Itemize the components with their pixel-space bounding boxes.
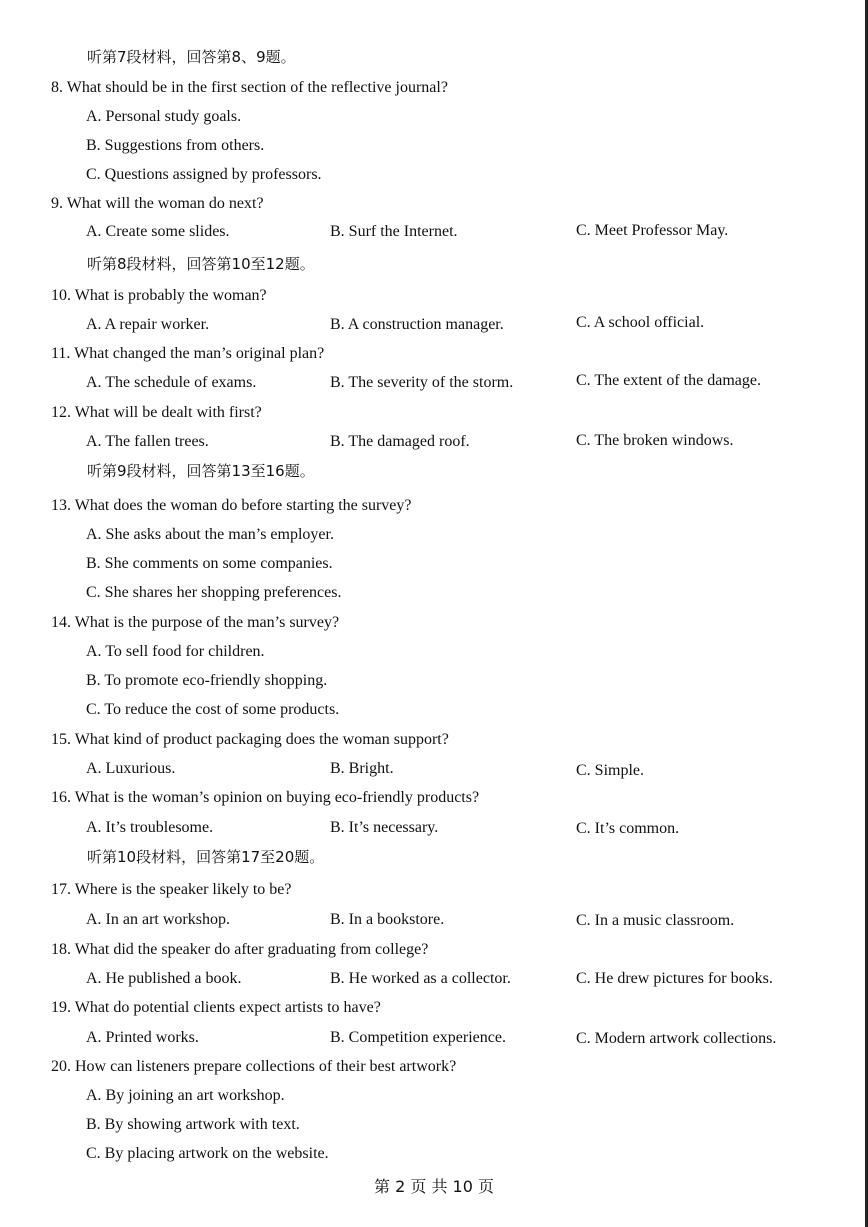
q17-option-c: C. In a music classroom. <box>576 912 735 929</box>
q19-option-c: C. Modern artwork collections. <box>576 1030 777 1047</box>
section-header-10: 听第10段材料，回答第17至20题。 <box>87 848 325 866</box>
q9-option-c: C. Meet Professor May. <box>576 222 729 239</box>
q18-option-c: C. He drew pictures for books. <box>576 970 773 987</box>
q12-option-a: A. The fallen trees. <box>86 433 209 450</box>
q16-option-c: C. It’s common. <box>576 820 680 837</box>
q11-option-c: C. The extent of the damage. <box>576 372 761 389</box>
page-number-footer: 第 2 页 共 10 页 <box>374 1177 494 1196</box>
q9-option-a: A. Create some slides. <box>86 223 230 240</box>
q20-option-a: A. By joining an art workshop. <box>86 1087 285 1104</box>
q18-option-a: A. He published a book. <box>86 970 242 987</box>
q17-option-a: A. In an art workshop. <box>86 911 230 928</box>
q10-option-c: C. A school official. <box>576 314 705 331</box>
question-15: 15. What kind of product packaging does the woman support? <box>51 731 449 748</box>
section-header-9: 听第9段材料，回答第13至16题。 <box>87 462 315 480</box>
q19-option-a: A. Printed works. <box>86 1029 199 1046</box>
question-17: 17. Where is the speaker likely to be? <box>51 881 292 898</box>
section-header-8: 听第8段材料，回答第10至12题。 <box>87 255 315 273</box>
q10-option-b: B. A construction manager. <box>330 316 504 333</box>
question-13: 13. What does the woman do before starting the survey? <box>51 497 412 514</box>
q9-option-b: B. Surf the Internet. <box>330 223 458 240</box>
question-11: 11. What changed the man’s original plan? <box>51 345 325 362</box>
question-14: 14. What is the purpose of the man’s survey? <box>51 614 340 631</box>
q12-option-b: B. The damaged roof. <box>330 433 470 450</box>
q13-option-c: C. She shares her shopping preferences. <box>86 584 342 601</box>
q15-option-a: A. Luxurious. <box>86 760 176 777</box>
q14-option-c: C. To reduce the cost of some products. <box>86 701 340 718</box>
question-12: 12. What will be dealt with first? <box>51 404 262 421</box>
q16-option-a: A. It’s troublesome. <box>86 819 214 836</box>
section-header-7: 听第7段材料，回答第8、9题。 <box>87 48 296 66</box>
q20-option-b: B. By showing artwork with text. <box>86 1116 300 1133</box>
q13-option-a: A. She asks about the man’s employer. <box>86 526 334 543</box>
question-9: 9. What will the woman do next? <box>51 195 264 212</box>
q8-option-c: C. Questions assigned by professors. <box>86 166 322 183</box>
q15-option-c: C. Simple. <box>576 762 645 779</box>
q11-option-b: B. The severity of the storm. <box>330 374 514 391</box>
q14-option-a: A. To sell food for children. <box>86 643 265 660</box>
q10-option-a: A. A repair worker. <box>86 316 210 333</box>
question-16: 16. What is the woman’s opinion on buying eco-friendly products? <box>51 789 480 806</box>
q15-option-b: B. Bright. <box>330 760 394 777</box>
q19-option-b: B. Competition experience. <box>330 1029 506 1046</box>
q18-option-b: B. He worked as a collector. <box>330 970 511 987</box>
q11-option-a: A. The schedule of exams. <box>86 374 257 391</box>
q8-option-b: B. Suggestions from others. <box>86 137 265 154</box>
q13-option-b: B. She comments on some companies. <box>86 555 333 572</box>
q17-option-b: B. In a bookstore. <box>330 911 445 928</box>
q14-option-b: B. To promote eco-friendly shopping. <box>86 672 328 689</box>
q20-option-c: C. By placing artwork on the website. <box>86 1145 329 1162</box>
q8-option-a: A. Personal study goals. <box>86 108 242 125</box>
question-10: 10. What is probably the woman? <box>51 287 267 304</box>
question-8: 8. What should be in the first section of the reflective journal? <box>51 79 448 96</box>
q12-option-c: C. The broken windows. <box>576 432 734 449</box>
question-19: 19. What do potential clients expect artists to have? <box>51 999 381 1016</box>
question-20: 20. How can listeners prepare collections of their best artwork? <box>51 1058 457 1075</box>
question-18: 18. What did the speaker do after graduating from college? <box>51 941 429 958</box>
q16-option-b: B. It’s necessary. <box>330 819 439 836</box>
